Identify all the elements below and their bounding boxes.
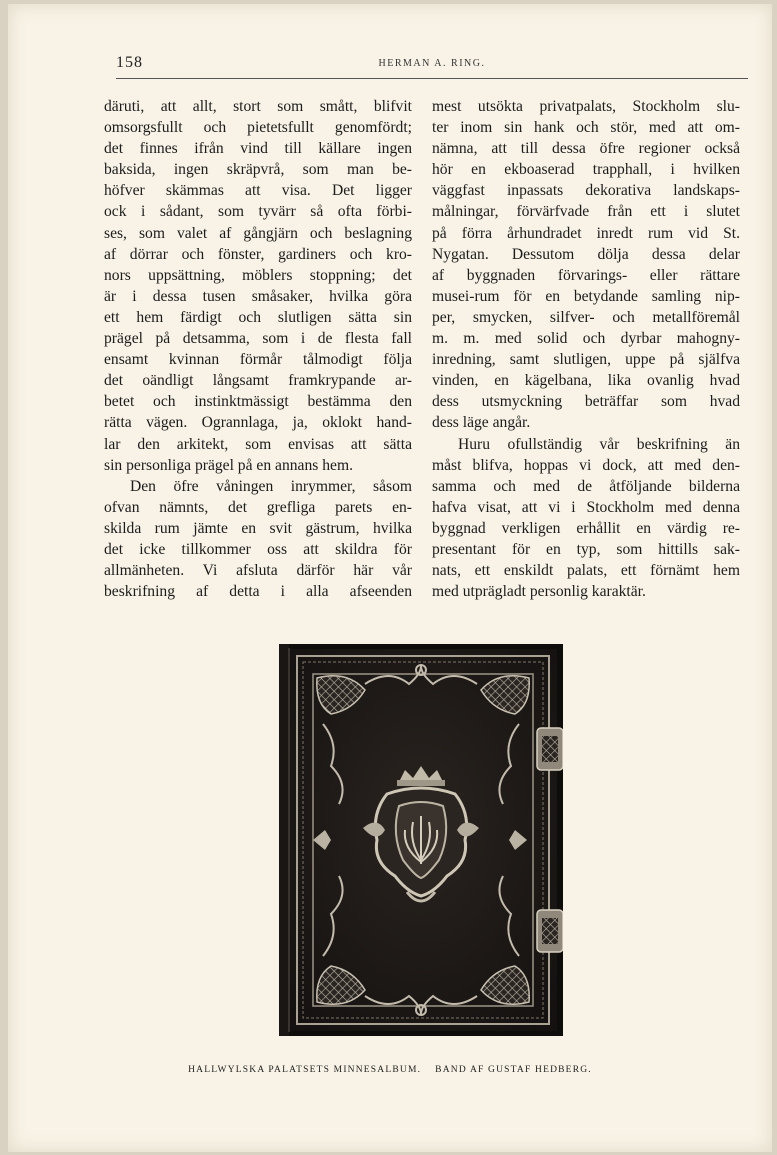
book-page (8, 4, 772, 1152)
text-line: af dörrar och fönster, gardiners och kro- (104, 245, 412, 263)
text-line: det finnes ifrån vind till källare ingen (104, 140, 412, 158)
text-line: Nygatan. Dessutom dölja dessa delar (432, 245, 740, 263)
text-line: nors uppsättning, möblers stoppning; det (104, 266, 412, 284)
text-line: ofvan nämnts, det grefliga parets en- (104, 498, 412, 516)
text-line: m. m. med solid och dyrbar mahogny- (432, 330, 740, 348)
running-title: HERMAN A. RING. (378, 58, 486, 69)
text-line: ter inom sin hank och stör, med att om- (432, 119, 740, 137)
text-line: höfver skämmas att visa. Det ligger (104, 182, 412, 200)
text-line: prägel på detsamma, som i de flesta fall (104, 330, 412, 348)
text-line: Huru ofullständig vår beskrifning än (458, 435, 740, 453)
text-line: är i dessa tusen småsaker, hvilka göra (104, 287, 412, 305)
text-line: däruti, att allt, stort som smått, blifvit (104, 98, 412, 115)
figure-caption (8, 1065, 772, 1075)
text-line: omsorgsfullt och pietetsfullt genomfördt; (104, 119, 412, 137)
page-number: 158 (116, 54, 143, 71)
text-line: dess utsmyckning beträffar som hvad (432, 393, 740, 411)
text-line: med utprägladt personlig karaktär. (432, 583, 646, 601)
text-line: mest utsökta privatpalats, Stockholm slu- (432, 98, 740, 115)
text-line: målningar, förvärfvade från ett i slutet (432, 203, 740, 221)
text-line: skilda rum jämte en svit gästrum, hvilka (104, 519, 412, 537)
text-line: rätta vägen. Ogrannlaga, ja, oklokt hand- (104, 414, 412, 432)
caption-credit: BAND AF GUSTAF HEDBERG. (435, 1065, 592, 1075)
text-line: Den öfre våningen inrymmer, såsom (130, 477, 412, 495)
text-line: betet och instinktmässigt bestämma den (104, 393, 412, 411)
text-line: per, smycken, silfver- och metallföremål (432, 308, 740, 326)
text-line: ock i sådant, som tyvärr så ofta förbi- (104, 203, 412, 221)
text-line: presentant för en typ, som hittills sak- (432, 540, 740, 558)
text-line: vinden, en kägelbana, lika ovanlig hvad (432, 372, 740, 390)
text-line: på förra århundradet inredt rum vid St. (432, 224, 740, 242)
book-binding-photo (279, 644, 563, 1036)
text-line: ses, som valet af gångjärn och beslagning (104, 224, 412, 242)
text-line: ensamt kvinnan förmår tålmodigt följa (104, 351, 412, 369)
text-line: allmänheten. Vi afsluta därför här vår (104, 562, 412, 580)
text-line: inredning, samt slutligen, uppe på själfva (432, 351, 740, 369)
text-line: nämna, att till dessa öfre regioner också (432, 140, 740, 158)
text-line: af byggnaden förvarings- eller rättare (432, 266, 740, 284)
text-line: beskrifning af detta i alla afseenden (104, 583, 412, 601)
text-line: samma och med de åtföljande bilderna (432, 477, 740, 495)
caption-title: HALLWYLSKA PALATSETS MINNESALBUM. (188, 1065, 422, 1075)
text-line: det oändligt långsamt framkrypande ar- (104, 372, 412, 390)
book-clasp-lower (537, 910, 563, 952)
text-line: hör en ekboaserad trapphall, i hvilken (432, 161, 740, 179)
text-line: ett hem färdigt och slutligen sätta sin (104, 308, 412, 326)
text-line: måst blifva, hoppas vi dock, att med den- (432, 456, 740, 474)
text-line: byggnad verkligen erhållit en värdig re- (432, 519, 740, 537)
right-text-column (432, 96, 740, 602)
text-line: sin personliga prägel på en annans hem. (104, 456, 353, 474)
page-header (116, 52, 748, 79)
text-line: väggfast inpassats dekorativa landskaps- (432, 182, 740, 200)
text-line: baksida, ingen skräpvrå, som man be- (104, 161, 412, 179)
text-line: nats, ett enskildt palats, ett förnämt hem (432, 562, 740, 580)
book-spine-edge (279, 644, 289, 1036)
text-line: musei-rum för en betydande samling nip- (432, 287, 740, 305)
book-clasp-upper (537, 728, 563, 770)
left-text-column (104, 96, 412, 602)
text-line: hafva visat, att vi i Stockholm med denna (432, 498, 740, 516)
text-line: lar den arkitekt, som envisas att sätta (104, 435, 412, 453)
text-line: det icke tillkommer oss att skildra för (104, 540, 412, 558)
text-line: dess läge angår. (432, 414, 531, 432)
